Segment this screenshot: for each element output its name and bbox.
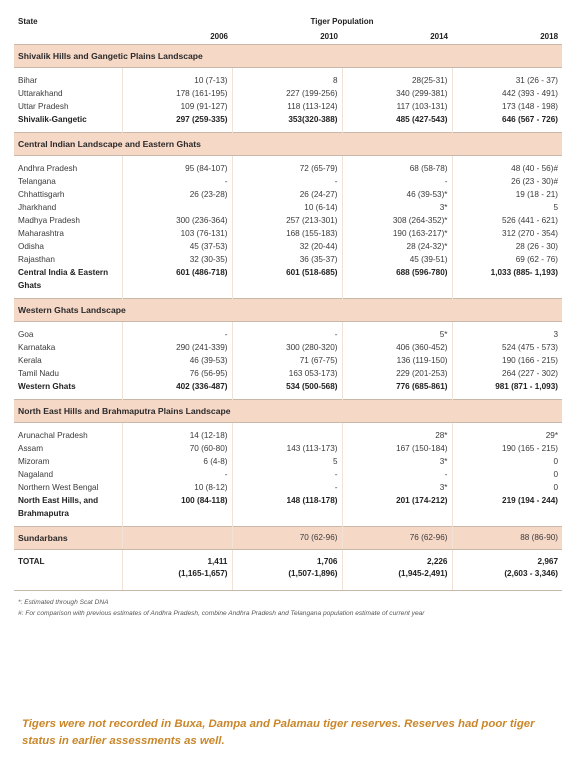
- population-cell: 26 (24-27): [232, 188, 342, 201]
- population-cell: 3: [452, 322, 562, 342]
- population-cell: 28 (24-32)*: [342, 240, 452, 253]
- total-value: 1,411: [207, 557, 228, 566]
- population-cell: 264 (227 - 302): [452, 367, 562, 380]
- subtotal-cell: 688 (596-780): [342, 266, 452, 299]
- population-cell: 168 (155-183): [232, 227, 342, 240]
- state-name: Tamil Nadu: [18, 369, 59, 378]
- total-range: (1,165-1,657): [178, 569, 228, 578]
- tiger-population-sheet: [14, 14, 562, 619]
- state-name: Assam: [18, 444, 44, 453]
- state-name: Mizoram: [18, 457, 50, 466]
- population-cell: 28*: [342, 423, 452, 443]
- section-header-row: [14, 400, 562, 423]
- population-cell: -: [342, 468, 452, 481]
- section-header-row: [14, 45, 562, 68]
- table-row: [14, 481, 562, 494]
- total-cell: [342, 550, 452, 591]
- state-column-header: State: [18, 17, 38, 26]
- population-cell: 300 (236-364): [122, 214, 232, 227]
- population-cell: [122, 201, 232, 214]
- table-row: [14, 175, 562, 188]
- subtotal-row: [14, 380, 562, 400]
- population-cell: 76 (56-95): [122, 367, 232, 380]
- total-cell: [122, 550, 232, 591]
- population-cell: 229 (201-253): [342, 367, 452, 380]
- year-header: 2010: [232, 29, 342, 45]
- table-row: [14, 367, 562, 380]
- subtotal-name: Western Ghats: [18, 382, 76, 391]
- population-cell: 312 (270 - 354): [452, 227, 562, 240]
- population-cell: 3*: [342, 201, 452, 214]
- table-row: [14, 156, 562, 176]
- population-cell: 48 (40 - 56)#: [452, 156, 562, 176]
- population-cell: 117 (103-131): [342, 100, 452, 113]
- state-name: Rajasthan: [18, 255, 55, 264]
- population-cell: 32 (20-44): [232, 240, 342, 253]
- population-cell: 406 (360-452): [342, 341, 452, 354]
- population-cell: 190 (166 - 215): [452, 354, 562, 367]
- population-cell: 190 (163-217)*: [342, 227, 452, 240]
- population-cell: 5: [232, 455, 342, 468]
- population-cell: 72 (65-79): [232, 156, 342, 176]
- state-name: Telangana: [18, 177, 56, 186]
- population-cell: 8: [232, 68, 342, 88]
- section-header-row: [14, 299, 562, 322]
- table-row: [14, 423, 562, 443]
- table-row: [14, 227, 562, 240]
- subtotal-name: North East Hills, and Brahmaputra: [18, 496, 99, 518]
- population-cell: 136 (119-150): [342, 354, 452, 367]
- year-header: 2014: [342, 29, 452, 45]
- population-cell: -: [122, 175, 232, 188]
- population-cell: 26 (23 - 30)#: [452, 175, 562, 188]
- state-name: Goa: [18, 330, 34, 339]
- population-cell: 46 (39-53)*: [342, 188, 452, 201]
- population-cell: 70 (60-80): [122, 442, 232, 455]
- subtotal-cell: 402 (336-487): [122, 380, 232, 400]
- population-cell: 167 (150-184): [342, 442, 452, 455]
- subtotal-cell: 601 (518-685): [232, 266, 342, 299]
- subtotal-cell: 219 (194 - 244): [452, 494, 562, 527]
- population-cell: 118 (113-124): [232, 100, 342, 113]
- total-range: (2,603 - 3,346): [504, 569, 559, 578]
- footnotes: [14, 597, 562, 619]
- table-row: [14, 188, 562, 201]
- tiger-population-table: [14, 14, 562, 591]
- state-name: Maharashtra: [18, 229, 64, 238]
- table-row: [14, 201, 562, 214]
- population-cell: 19 (18 - 21): [452, 188, 562, 201]
- population-cell: 10 (7-13): [122, 68, 232, 88]
- population-cell: 45 (39-51): [342, 253, 452, 266]
- subtotal-cell: 776 (685-861): [342, 380, 452, 400]
- population-cell: 3*: [342, 481, 452, 494]
- population-cell: -: [122, 468, 232, 481]
- population-cell: 32 (30-35): [122, 253, 232, 266]
- table-row: [14, 322, 562, 342]
- sundarbans-label: Sundarbans: [14, 527, 122, 550]
- subtotal-name: Shivalik-Gangetic: [18, 115, 87, 124]
- population-cell: -: [232, 468, 342, 481]
- state-name: Chhattisgarh: [18, 190, 65, 199]
- tiger-population-header: Tiger Population: [310, 17, 374, 26]
- table-row: [14, 240, 562, 253]
- population-cell: 28(25-31): [342, 68, 452, 88]
- sundarbans-row: [14, 527, 562, 550]
- total-label: TOTAL: [14, 550, 122, 591]
- population-cell: 163 053-173): [232, 367, 342, 380]
- population-cell: 109 (91-127): [122, 100, 232, 113]
- population-cell: 257 (213-301): [232, 214, 342, 227]
- table-row: [14, 100, 562, 113]
- total-range: (1,945-2,491): [398, 569, 448, 578]
- subtotal-cell: 646 (567 - 726): [452, 113, 562, 133]
- population-cell: 36 (35-37): [232, 253, 342, 266]
- table-body: [14, 14, 562, 591]
- subtotal-cell: 534 (500-568): [232, 380, 342, 400]
- population-cell: 308 (264-352)*: [342, 214, 452, 227]
- subtotal-cell: 601 (486-718): [122, 266, 232, 299]
- table-row: [14, 468, 562, 481]
- population-cell: 95 (84-107): [122, 156, 232, 176]
- population-cell: 0: [452, 455, 562, 468]
- subtotal-cell: 201 (174-212): [342, 494, 452, 527]
- population-cell: 29*: [452, 423, 562, 443]
- total-row: [14, 550, 562, 591]
- population-cell: 10 (6-14): [232, 201, 342, 214]
- population-cell: 524 (475 - 573): [452, 341, 562, 354]
- year-header: 2018: [452, 29, 562, 45]
- subtotal-cell: 353(320-388): [232, 113, 342, 133]
- section-title: Shivalik Hills and Gangetic Plains Landscape: [14, 45, 562, 68]
- population-cell: 3*: [342, 455, 452, 468]
- subtotal-row: [14, 266, 562, 299]
- total-cell: [232, 550, 342, 591]
- table-row: [14, 214, 562, 227]
- table-row: [14, 253, 562, 266]
- population-cell: 45 (37-53): [122, 240, 232, 253]
- subtotal-cell: 981 (871 - 1,093): [452, 380, 562, 400]
- header-spacer: [14, 29, 122, 45]
- footnote-scat-dna: *: Estimated through Scat DNA: [18, 599, 109, 606]
- state-name: Jharkhand: [18, 203, 57, 212]
- population-cell: 290 (241-339): [122, 341, 232, 354]
- section-header-row: [14, 133, 562, 156]
- population-cell: 103 (76-131): [122, 227, 232, 240]
- population-cell: 14 (12-18): [122, 423, 232, 443]
- state-name: Andhra Pradesh: [18, 164, 78, 173]
- state-name: Madhya Pradesh: [18, 216, 80, 225]
- section-title: Western Ghats Landscape: [14, 299, 562, 322]
- population-cell: 143 (113-173): [232, 442, 342, 455]
- population-cell: 5: [452, 201, 562, 214]
- population-cell: -: [232, 322, 342, 342]
- subtotal-cell: 1,033 (885- 1,193): [452, 266, 562, 299]
- table-row: [14, 354, 562, 367]
- table-row: [14, 442, 562, 455]
- population-cell: 0: [452, 481, 562, 494]
- population-cell: 71 (67-75): [232, 354, 342, 367]
- state-name: Arunachal Pradesh: [18, 431, 88, 440]
- population-cell: 173 (148 - 198): [452, 100, 562, 113]
- total-value: 1,706: [317, 557, 338, 566]
- subtotal-cell: 297 (259-335): [122, 113, 232, 133]
- sundarbans-cell: [122, 527, 232, 550]
- population-cell: -: [232, 175, 342, 188]
- population-cell: 340 (299-381): [342, 87, 452, 100]
- population-cell: 6 (4-8): [122, 455, 232, 468]
- subtotal-cell: 148 (118-178): [232, 494, 342, 527]
- total-value: 2,967: [537, 557, 559, 566]
- sundarbans-cell: 70 (62-96): [232, 527, 342, 550]
- state-name: Nagaland: [18, 470, 54, 479]
- population-cell: 10 (8-12): [122, 481, 232, 494]
- header-row-group: [14, 14, 562, 29]
- sundarbans-cell: 88 (86-90): [452, 527, 562, 550]
- subtotal-row: [14, 494, 562, 527]
- state-name: Uttarakhand: [18, 89, 63, 98]
- table-row: [14, 455, 562, 468]
- subtotal-cell: 100 (84-118): [122, 494, 232, 527]
- population-cell: 26 (23-28): [122, 188, 232, 201]
- footnote-andhra-telangana: #: For comparison with previous estimates of Andhra Pradesh, combine Andhra Pradesh and Telangana population estimate of current year: [18, 610, 425, 617]
- population-cell: 227 (199-256): [232, 87, 342, 100]
- header-row-years: [14, 29, 562, 45]
- subtotal-cell: 485 (427-543): [342, 113, 452, 133]
- sundarbans-cell: 76 (62-96): [342, 527, 452, 550]
- table-row: [14, 341, 562, 354]
- population-cell: 0: [452, 468, 562, 481]
- state-name: Bihar: [18, 76, 38, 85]
- population-cell: 442 (393 - 491): [452, 87, 562, 100]
- state-name: Northern West Bengal: [18, 483, 99, 492]
- population-cell: -: [342, 175, 452, 188]
- population-cell: 5*: [342, 322, 452, 342]
- subtotal-row: [14, 113, 562, 133]
- state-name: Kerala: [18, 356, 42, 365]
- population-cell: [232, 423, 342, 443]
- population-cell: 300 (280-320): [232, 341, 342, 354]
- population-cell: 178 (161-195): [122, 87, 232, 100]
- total-cell: [452, 550, 562, 591]
- population-cell: 190 (165 - 215): [452, 442, 562, 455]
- total-range: (1,507-1,896): [288, 569, 338, 578]
- population-cell: 68 (58-78): [342, 156, 452, 176]
- section-title: Central Indian Landscape and Eastern Ghats: [14, 133, 562, 156]
- population-cell: -: [122, 322, 232, 342]
- reserve-status-note: Tigers were not recorded in Buxa, Dampa and Palamau tiger reserves. Reserves had poor tiger status in earlier assessments as well.: [22, 718, 535, 747]
- state-name: Karnataka: [18, 343, 56, 352]
- section-title: North East Hills and Brahmaputra Plains Landscape: [14, 400, 562, 423]
- population-cell: 46 (39-53): [122, 354, 232, 367]
- population-cell: 526 (441 - 621): [452, 214, 562, 227]
- population-cell: -: [232, 481, 342, 494]
- year-header: 2006: [122, 29, 232, 45]
- table-row: [14, 87, 562, 100]
- total-value: 2,226: [427, 557, 448, 566]
- table-row: [14, 68, 562, 88]
- population-cell: 69 (62 - 76): [452, 253, 562, 266]
- subtotal-name: Central India & Eastern Ghats: [18, 268, 109, 290]
- state-name: Odisha: [18, 242, 44, 251]
- population-cell: 31 (26 - 37): [452, 68, 562, 88]
- state-name: Uttar Pradesh: [18, 102, 69, 111]
- population-cell: 28 (26 - 30): [452, 240, 562, 253]
